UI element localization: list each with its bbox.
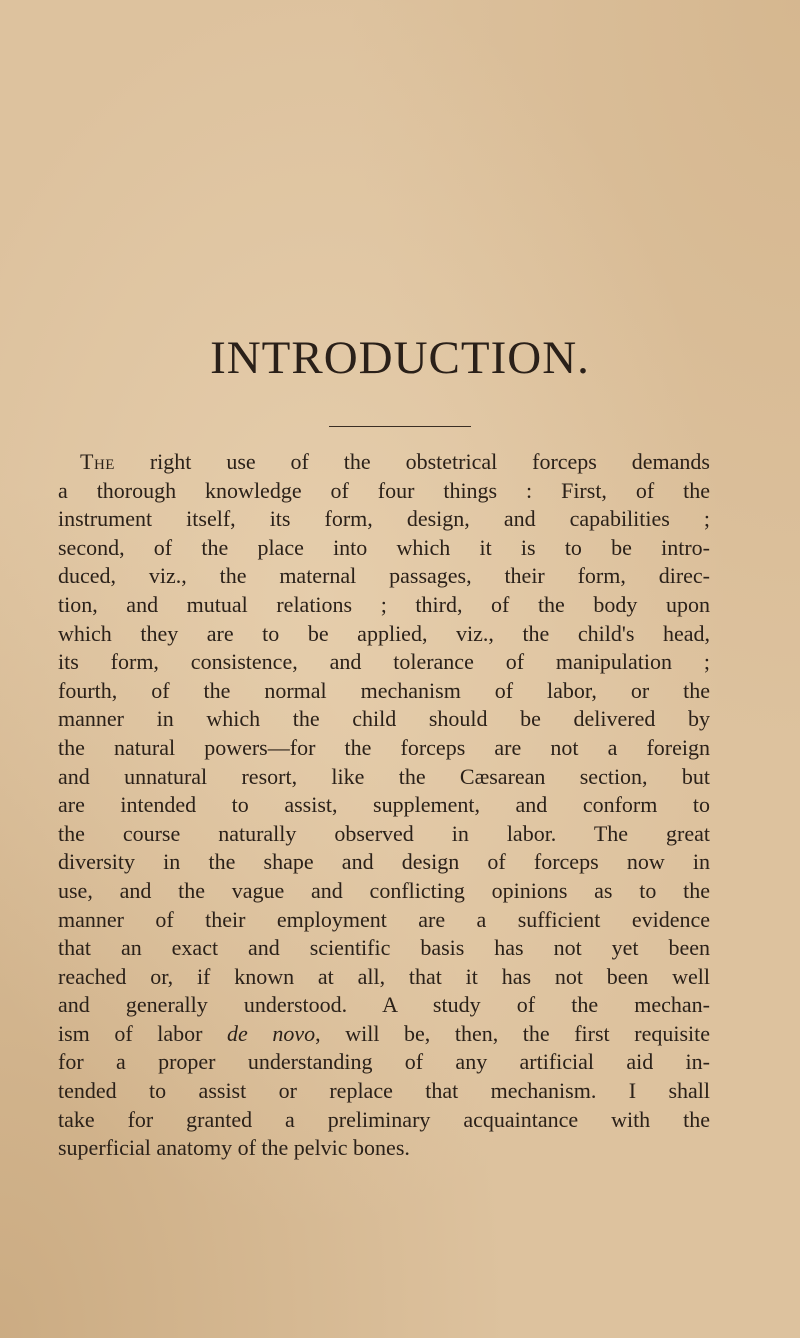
italic-phrase: de novo	[227, 1020, 316, 1046]
text-line: tended to assist or replace that mechanism. I shall	[58, 1078, 710, 1104]
text-line: manner of their employment are a sufficient evidence	[58, 906, 710, 932]
text-line: its form, consistence, and tolerance of manipulation ;	[58, 649, 710, 675]
text-line: and generally understood. A study of the mechan-	[58, 992, 710, 1018]
text-line: take for granted a preliminary acquaintance with the	[58, 1106, 710, 1132]
text-line: fourth, of the normal mechanism of labor, or the	[58, 677, 710, 703]
text-line: instrument itself, its form, design, and capabilities ;	[58, 506, 710, 532]
title-divider	[329, 426, 471, 427]
text-line: tion, and mutual relations ; third, of the body upon	[58, 591, 710, 617]
lead-word: The	[80, 449, 115, 474]
text-line: and unnatural resort, like the Cæsarean section, but	[58, 763, 710, 789]
text-line: manner in which the child should be delivered by	[58, 706, 710, 732]
text-line: diversity in the shape and design of forceps now in	[58, 849, 710, 875]
text-line: a thorough knowledge of four things : First, of the	[58, 477, 710, 503]
body-paragraph	[58, 448, 710, 1163]
text-line: ism of labor de novo, will be, then, the first requisite	[58, 1020, 710, 1046]
text-line: the course naturally observed in labor. The great	[58, 820, 710, 846]
text-line: which they are to be applied, viz., the child's head,	[58, 620, 710, 646]
text-line: the natural powers—for the forceps are not a foreign	[58, 734, 710, 760]
text-line: superficial anatomy of the pelvic bones.	[58, 1135, 410, 1161]
text-line: The right use of the obstetrical forceps demands	[80, 449, 710, 474]
text-line: for a proper understanding of any artificial aid in-	[58, 1049, 710, 1075]
text-line: reached or, if known at all, that it has not been well	[58, 963, 710, 989]
text-line: use, and the vague and conflicting opinions as to the	[58, 877, 710, 903]
chapter-title: INTRODUCTION.	[210, 332, 590, 384]
text-line: are intended to assist, supplement, and conform to	[58, 792, 710, 818]
text-line: that an exact and scientific basis has not yet been	[58, 935, 710, 961]
text-line: second, of the place into which it is to be intro-	[58, 534, 710, 560]
text-line: duced, viz., the maternal passages, their form, direc-	[58, 563, 710, 589]
